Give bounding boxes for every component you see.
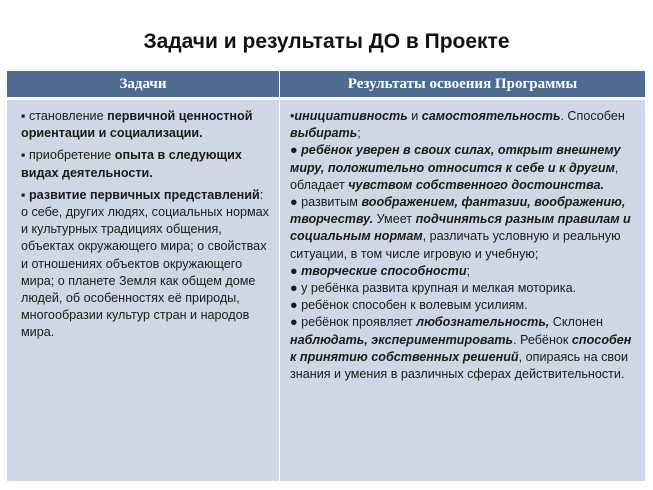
results-cell <box>280 99 646 482</box>
result-item-run: творческие способности <box>301 263 467 278</box>
result-item-run: Склонен <box>549 315 603 330</box>
result-item-run: . Способен <box>560 109 625 123</box>
result-item-run: инициативность <box>294 109 408 123</box>
result-item-run: выбирать <box>290 126 358 141</box>
result-item-run: , различать условную и реальную ситуации, в том числе игровую и учебную; <box>290 229 621 261</box>
result-item-run: ● ребёнок проявляет <box>290 315 417 330</box>
table-header-row <box>7 71 645 99</box>
header-tasks: Задачи <box>7 71 280 99</box>
result-item-run: ; <box>357 126 361 141</box>
header-results: Результаты освоения Программы <box>280 71 646 99</box>
task-item <box>21 187 271 342</box>
task-item-run: ▪ развитие первичных представлений <box>21 187 260 202</box>
tasks-results-table <box>7 71 645 481</box>
task-item-run: ▪ приобретение <box>21 148 115 163</box>
result-item <box>290 194 637 263</box>
table-body-row <box>7 99 645 482</box>
task-item-run: первичной ценностной ориентации и социализации. <box>21 109 253 141</box>
result-item <box>290 142 637 194</box>
result-item-run: самостоятельность <box>421 109 561 123</box>
result-item-run: ребёнок уверен в своих силах, открыт внешнему миру, положительно относится к себе и к другим <box>290 143 621 175</box>
task-item <box>21 108 271 142</box>
task-item-run: : о себе, других людях, социальных нормах и культурных традициях общения, объектах окружающего мира; о свойствах и отношениях объектов окружающего мира; о планете Земля как общем доме людей, об особенностях её природы, многообразии культур стран и народов мира. <box>21 187 269 340</box>
result-item-run: Умеет <box>373 212 416 227</box>
result-item-run: чувством собственного достоинства. <box>348 177 605 192</box>
tasks-cell <box>7 99 280 482</box>
result-item-run: . Ребёнок <box>513 332 572 347</box>
page-title: Задачи и результаты ДО в Проекте <box>143 30 510 53</box>
result-item-run: ● <box>290 143 302 158</box>
result-item-run: , опираясь на свои знания и умения в различных сферах действительности. <box>290 349 629 382</box>
result-item-run: наблюдать, экспериментировать <box>290 332 514 347</box>
result-item-run: воображением, фантазии, воображению, творчеству. <box>290 195 626 227</box>
result-item <box>290 280 637 297</box>
result-item-run: ; <box>466 263 471 278</box>
task-item-run: опыта в следующих видах деятельности. <box>21 148 242 180</box>
result-item-run: любознательность, <box>416 315 550 330</box>
result-item-run: , обладает <box>290 160 619 192</box>
result-item-run: ● у ребёнка развита крупная и мелкая моторика. <box>290 281 577 296</box>
result-item-run: способен к принятию собственных решений <box>290 332 632 364</box>
result-item-run: и <box>407 109 422 123</box>
task-item-run: ▪ становление <box>21 109 108 123</box>
result-item <box>290 297 637 314</box>
result-item-run: • <box>290 109 295 123</box>
result-item <box>290 314 637 383</box>
task-item <box>21 147 271 181</box>
result-item <box>290 263 637 280</box>
result-item <box>290 108 637 142</box>
result-item-run: подчиняться разным правилам и социальным нормам <box>290 212 631 244</box>
result-item-run: ● <box>290 263 302 278</box>
result-item-run: ● развитым <box>290 195 362 210</box>
result-item-run: ● ребёнок способен к волевым усилиям. <box>290 298 528 313</box>
